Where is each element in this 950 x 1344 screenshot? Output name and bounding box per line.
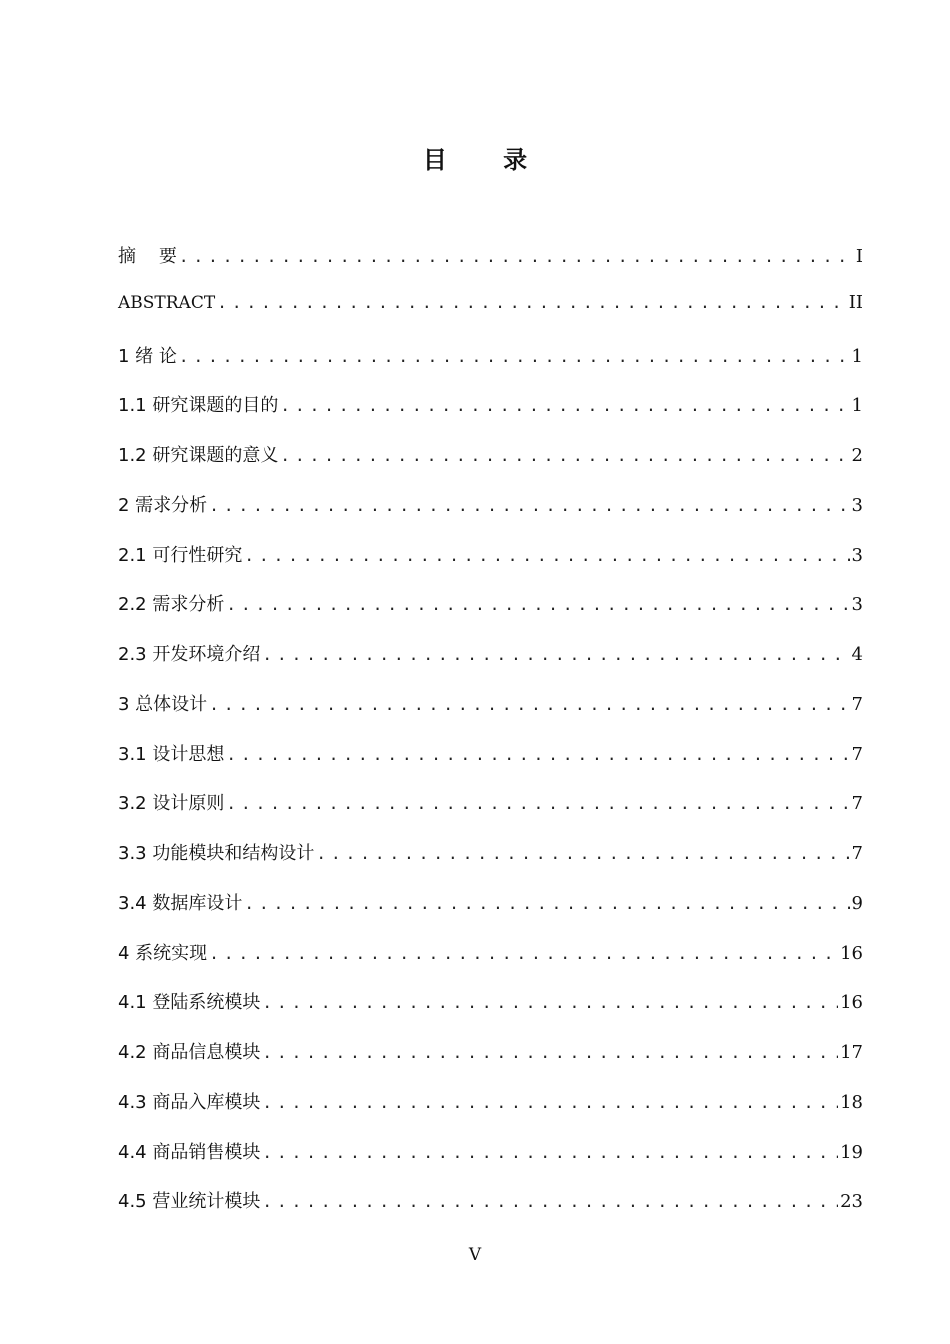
toc-leader-dots [316,844,849,863]
toc-entry-section-2-3[interactable] [118,640,863,690]
toc-entry-section-2-1[interactable] [118,541,863,591]
toc-entry-label: 4.1 登陆系统模块 [118,992,261,1014]
toc-entry-section-1-2[interactable] [118,441,863,491]
toc-entry-label: 4.4 商品销售模块 [118,1141,261,1163]
toc-entry-page: 4 [851,644,863,665]
toc-entry-page: 18 [840,1091,863,1113]
toc-leader-dots [262,993,838,1012]
toc-leader-dots [209,695,849,714]
toc-leader-dots [262,1192,838,1211]
toc-entry-label: 3.4 数据库设计 [118,892,243,914]
toc-entry-page: 1 [851,395,863,417]
toc-entry-section-4-4[interactable] [118,1138,863,1188]
toc-entry-label: 1.2 研究课题的意义 [118,445,279,466]
toc-entry-label: 3 总体设计 [118,693,208,715]
toc-entry-section-1-1[interactable] [118,391,863,441]
toc-entry-label: 摘 要 [118,246,177,267]
toc-entry-label: 2.1 可行性研究 [118,544,243,566]
toc-entry-page: 9 [851,892,863,914]
toc-entry-section-4-2[interactable] [118,1038,863,1088]
toc-entry-page: 3 [851,594,863,616]
toc-entry-section-2-2[interactable] [118,590,863,640]
toc-entry-label: 2.2 需求分析 [118,594,225,616]
toc-entry-page: 23 [840,1191,863,1213]
toc-entry-page: 19 [840,1141,863,1163]
toc-entry-label: 1 绪 论 [118,345,177,367]
toc-entry-section-3-1[interactable] [118,740,863,790]
page-title: 目 录 [422,146,552,174]
toc-entry-section-3-3[interactable] [118,839,863,889]
toc-leader-dots [262,645,849,664]
page-number: V [468,1245,482,1265]
toc-leader-dots [209,496,849,515]
toc-entry-page: 3 [851,494,863,516]
toc-leader-dots [262,1143,838,1162]
toc-leader-dots [244,546,849,565]
toc-entry-chapter-2[interactable] [118,491,863,541]
toc-entry-page: 16 [840,942,863,964]
toc-leader-dots [280,396,849,415]
toc-entry-section-4-5[interactable] [118,1187,863,1237]
table-of-contents [118,242,863,1237]
toc-entry-label: 1.1 研究课题的目的 [118,395,279,417]
toc-entry-page: II [848,291,863,313]
toc-entry-chapter-1[interactable] [118,342,863,392]
toc-entry-label: 4 系统实现 [118,942,208,964]
toc-entry-label: 3.2 设计原则 [118,793,225,815]
toc-leader-dots [179,247,854,266]
toc-leader-dots [262,1093,838,1112]
toc-entry-section-3-4[interactable] [118,889,863,939]
toc-entry-label: ABSTRACT [118,292,216,313]
toc-entry-page: 17 [840,1042,863,1063]
toc-entry-label: 4.5 营业统计模块 [118,1191,261,1213]
toc-entry-section-4-3[interactable] [118,1088,863,1138]
toc-leader-dots [280,446,849,465]
toc-leader-dots [217,293,847,312]
toc-leader-dots [244,894,849,913]
toc-entry-section-4-1[interactable] [118,988,863,1038]
toc-entry-page: I [855,246,863,267]
toc-entry-label: 2.3 开发环境介绍 [118,644,261,665]
toc-leader-dots [226,745,849,764]
toc-entry-label: 4.3 商品入库模块 [118,1091,261,1113]
toc-entry-page: 7 [851,843,863,864]
toc-entry-label: 3.3 功能模块和结构设计 [118,843,315,864]
toc-entry-chapter-3[interactable] [118,690,863,740]
toc-entry-chapter-4[interactable] [118,939,863,989]
toc-entry-page: 1 [851,345,863,367]
toc-leader-dots [179,347,850,366]
toc-leader-dots [209,944,838,963]
toc-entry-page: 7 [851,693,863,715]
toc-leader-dots [226,794,849,813]
toc-leader-dots [262,1043,838,1062]
toc-entry-abstract-en[interactable] [118,292,863,342]
toc-entry-label: 2 需求分析 [118,494,208,516]
toc-entry-section-3-2[interactable] [118,789,863,839]
toc-leader-dots [226,595,849,614]
toc-entry-page: 2 [851,445,863,466]
toc-entry-label: 3.1 设计思想 [118,743,225,765]
toc-entry-page: 16 [840,992,863,1014]
toc-entry-page: 7 [851,743,863,765]
toc-entry-abstract-cn[interactable] [118,242,863,292]
toc-entry-page: 7 [851,793,863,815]
toc-entry-page: 3 [851,544,863,566]
toc-entry-label: 4.2 商品信息模块 [118,1042,261,1063]
